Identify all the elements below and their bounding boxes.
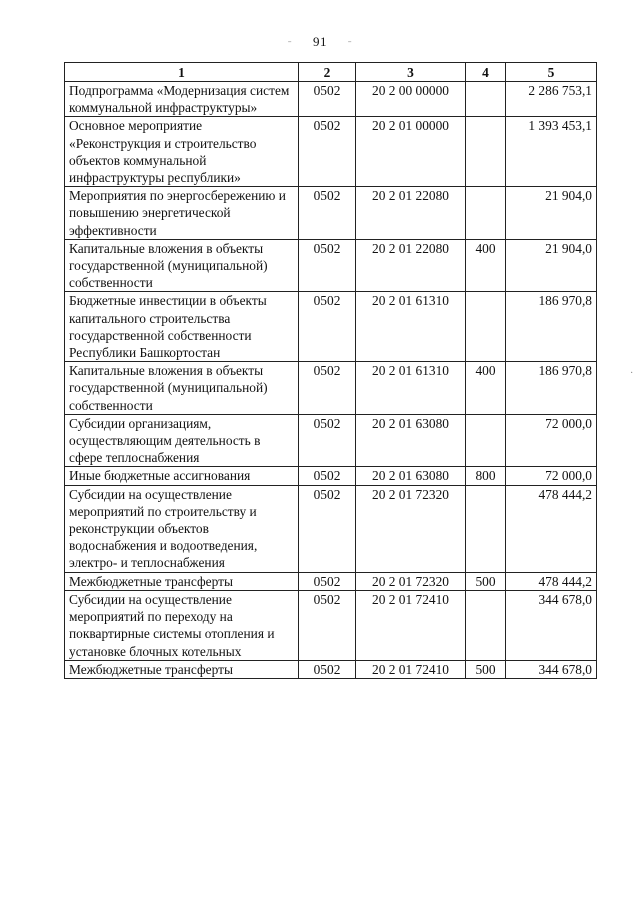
cell-expense-type — [466, 117, 506, 187]
budget-table — [64, 62, 597, 679]
cell-amount: 344 678,0 — [506, 590, 597, 660]
table-row — [65, 187, 597, 240]
cell-target-code: 20 2 01 00000 — [356, 117, 466, 187]
cell-section-code: 0502 — [299, 485, 356, 572]
cell-section-code: 0502 — [299, 467, 356, 485]
table-row — [65, 239, 597, 292]
cell-target-code: 20 2 01 22080 — [356, 239, 466, 292]
table-row — [65, 485, 597, 572]
cell-amount: 1 393 453,1 — [506, 117, 597, 187]
cell-section-code: 0502 — [299, 414, 356, 467]
cell-section-code: 0502 — [299, 187, 356, 240]
cell-expense-type: 400 — [466, 362, 506, 415]
scan-mark: ˗ — [348, 36, 352, 47]
cell-target-code: 20 2 01 63080 — [356, 467, 466, 485]
cell-amount: 21 904,0 — [506, 239, 597, 292]
header-col-1: 1 — [65, 63, 299, 82]
cell-name: Субсидии организациям, осуществляющим деятельность в сфере теплоснабжения — [65, 414, 299, 467]
cell-target-code: 20 2 01 63080 — [356, 414, 466, 467]
cell-expense-type: 500 — [466, 572, 506, 590]
cell-name: Межбюджетные трансферты — [65, 572, 299, 590]
cell-section-code: 0502 — [299, 117, 356, 187]
cell-name: Иные бюджетные ассигнования — [65, 467, 299, 485]
cell-amount: 72 000,0 — [506, 414, 597, 467]
table-row — [65, 117, 597, 187]
cell-name: Субсидии на осуществление мероприятий по переходу на поквартирные системы отопления и установке блочных котельных — [65, 590, 299, 660]
table-row — [65, 414, 597, 467]
table-row — [65, 82, 597, 117]
cell-name: Основное мероприятие «Реконструкция и строительство объектов коммунальной инфраструктуры республики» — [65, 117, 299, 187]
cell-amount: 2 286 753,1 — [506, 82, 597, 117]
cell-section-code: 0502 — [299, 292, 356, 362]
cell-section-code: 0502 — [299, 82, 356, 117]
cell-target-code: 20 2 01 61310 — [356, 362, 466, 415]
scan-mark: ˗ — [288, 36, 292, 47]
cell-expense-type: 400 — [466, 239, 506, 292]
table-row — [65, 362, 597, 415]
cell-expense-type — [466, 292, 506, 362]
table-header — [65, 63, 597, 82]
cell-amount: 478 444,2 — [506, 485, 597, 572]
table-row — [65, 467, 597, 485]
header-col-4: 4 — [466, 63, 506, 82]
cell-target-code: 20 2 00 00000 — [356, 82, 466, 117]
cell-expense-type — [466, 82, 506, 117]
cell-section-code: 0502 — [299, 239, 356, 292]
cell-expense-type: 500 — [466, 660, 506, 678]
cell-name: Мероприятия по энергосбережению и повышению энергетической эффективности — [65, 187, 299, 240]
cell-name: Подпрограмма «Модернизация систем коммунальной инфраструктуры» — [65, 82, 299, 117]
cell-target-code: 20 2 01 72320 — [356, 485, 466, 572]
table-row — [65, 572, 597, 590]
header-col-3: 3 — [356, 63, 466, 82]
cell-section-code: 0502 — [299, 572, 356, 590]
cell-name: Капитальные вложения в объекты государственной (муниципальной) собственности — [65, 362, 299, 415]
cell-section-code: 0502 — [299, 660, 356, 678]
cell-name: Межбюджетные трансферты — [65, 660, 299, 678]
cell-expense-type — [466, 590, 506, 660]
table-row — [65, 660, 597, 678]
table-body — [65, 82, 597, 679]
cell-expense-type: 800 — [466, 467, 506, 485]
cell-target-code: 20 2 01 72410 — [356, 590, 466, 660]
cell-name: Капитальные вложения в объекты государственной (муниципальной) собственности — [65, 239, 299, 292]
cell-target-code: 20 2 01 22080 — [356, 187, 466, 240]
scan-mark: · — [630, 368, 634, 379]
cell-expense-type — [466, 187, 506, 240]
cell-expense-type — [466, 414, 506, 467]
header-col-5: 5 — [506, 63, 597, 82]
cell-target-code: 20 2 01 72410 — [356, 660, 466, 678]
cell-amount: 186 970,8 — [506, 362, 597, 415]
cell-name: Бюджетные инвестиции в объекты капитального строительства государственной собственности Республики Башкортостан — [65, 292, 299, 362]
cell-target-code: 20 2 01 72320 — [356, 572, 466, 590]
header-col-2: 2 — [299, 63, 356, 82]
cell-target-code: 20 2 01 61310 — [356, 292, 466, 362]
cell-amount: 21 904,0 — [506, 187, 597, 240]
cell-section-code: 0502 — [299, 590, 356, 660]
table-row — [65, 292, 597, 362]
cell-section-code: 0502 — [299, 362, 356, 415]
cell-amount: 478 444,2 — [506, 572, 597, 590]
cell-amount: 72 000,0 — [506, 467, 597, 485]
cell-amount: 186 970,8 — [506, 292, 597, 362]
cell-expense-type — [466, 485, 506, 572]
cell-name: Субсидии на осуществление мероприятий по строительству и реконструкции объектов водоснабжения и водоотведения, электро- и теплоснабжения — [65, 485, 299, 572]
page-number: 91 — [313, 34, 327, 49]
header-row — [65, 63, 597, 82]
cell-amount: 344 678,0 — [506, 660, 597, 678]
table-row — [65, 590, 597, 660]
